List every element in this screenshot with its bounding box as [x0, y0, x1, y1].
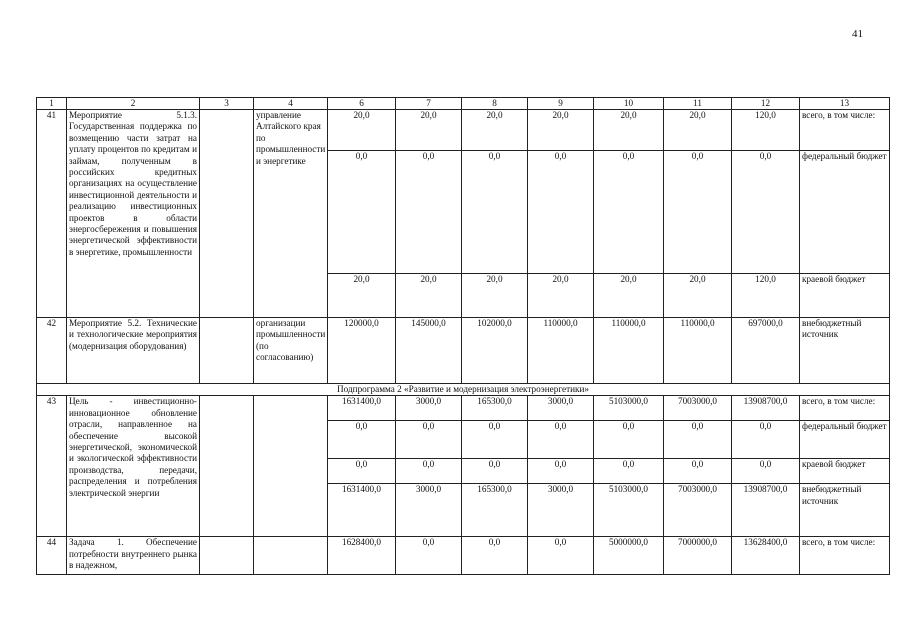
funding-source: внебюджетный источник: [800, 318, 890, 384]
value-cell: 20,0: [328, 274, 396, 318]
value-cell: 0,0: [732, 151, 800, 274]
value-cell: 7000000,0: [664, 537, 732, 575]
executor: организации промышленности (по согласованию): [254, 318, 328, 384]
column-header: 3: [200, 98, 254, 110]
column-header: 4: [254, 98, 328, 110]
value-cell: 120000,0: [328, 318, 396, 384]
value-cell: 0,0: [396, 421, 462, 459]
value-cell: 0,0: [594, 459, 664, 484]
executor: управление Алтайского края по промышленности и энергетике: [254, 110, 328, 318]
value-cell: 0,0: [664, 151, 732, 274]
value-cell: 1631400,0: [328, 484, 396, 537]
column-header: 12: [732, 98, 800, 110]
row-number: 43: [37, 396, 67, 537]
value-cell: 0,0: [396, 459, 462, 484]
column-header: 1: [37, 98, 67, 110]
value-cell: 165300,0: [462, 484, 528, 537]
value-cell: 13908700,0: [732, 484, 800, 537]
value-cell: 7003000,0: [664, 396, 732, 421]
program-table: [36, 97, 890, 575]
value-cell: 3000,0: [528, 484, 594, 537]
funding-source: федеральный бюджет: [800, 421, 890, 459]
value-cell: 5103000,0: [594, 484, 664, 537]
value-cell: 0,0: [396, 537, 462, 575]
value-cell: 5103000,0: [594, 396, 664, 421]
measure-description: Мероприятие 5.1.3. Государственная поддержка по возмещению части затрат на уплату процентов по кредитам и займам, полученным в российских кредитных организациях на осуществление инвестиционной деятельности и реализацию инвестиционных проектов в области энергосбережения и повышения энергетической эффективности в энергетике, промышленности: [67, 110, 200, 318]
column-header: 9: [528, 98, 594, 110]
funding-source: всего, в том числе:: [800, 110, 890, 151]
value-cell: 0,0: [594, 421, 664, 459]
value-cell: 20,0: [594, 110, 664, 151]
value-cell: 20,0: [462, 110, 528, 151]
value-cell: 20,0: [664, 110, 732, 151]
column-header: 8: [462, 98, 528, 110]
value-cell: 0,0: [462, 151, 528, 274]
value-cell: 0,0: [664, 459, 732, 484]
value-cell: 3000,0: [396, 396, 462, 421]
funding-source: всего, в том числе:: [800, 537, 890, 575]
column-header: 7: [396, 98, 462, 110]
empty-cell: [200, 396, 254, 537]
value-cell: 20,0: [462, 274, 528, 318]
row-number: 44: [37, 537, 67, 575]
column-header-row: [37, 98, 890, 110]
value-cell: 1628400,0: [328, 537, 396, 575]
column-header: 13: [800, 98, 890, 110]
funding-source: краевой бюджет: [800, 459, 890, 484]
value-cell: 13628400,0: [732, 537, 800, 575]
funding-source: всего, в том числе:: [800, 396, 890, 421]
value-cell: 0,0: [462, 459, 528, 484]
value-cell: 0,0: [594, 151, 664, 274]
funding-source: краевой бюджет: [800, 274, 890, 318]
column-header: 11: [664, 98, 732, 110]
measure-description: Задача 1. Обеспечение потребности внутреннего рынка в надежном,: [67, 537, 200, 575]
table-row: [37, 318, 890, 384]
column-header: 10: [594, 98, 664, 110]
value-cell: 0,0: [528, 459, 594, 484]
value-cell: 20,0: [328, 110, 396, 151]
value-cell: 0,0: [664, 421, 732, 459]
value-cell: 0,0: [528, 421, 594, 459]
value-cell: 165300,0: [462, 396, 528, 421]
column-header: 6: [328, 98, 396, 110]
value-cell: 145000,0: [396, 318, 462, 384]
value-cell: 0,0: [528, 537, 594, 575]
column-header: 2: [67, 98, 200, 110]
value-cell: 1631400,0: [328, 396, 396, 421]
value-cell: 0,0: [462, 421, 528, 459]
value-cell: 13908700,0: [732, 396, 800, 421]
table-row: [37, 396, 890, 421]
value-cell: 7003000,0: [664, 484, 732, 537]
value-cell: 102000,0: [462, 318, 528, 384]
subprogram-row: [37, 384, 890, 396]
empty-cell: [200, 318, 254, 384]
value-cell: 697000,0: [732, 318, 800, 384]
table-row: [37, 537, 890, 575]
value-cell: 20,0: [396, 110, 462, 151]
value-cell: 0,0: [328, 459, 396, 484]
funding-source: внебюджетный источник: [800, 484, 890, 537]
subprogram-title: Подпрограмма 2 «Развитие и модернизация электроэнергетики»: [37, 384, 890, 396]
measure-description: Цель - инвестиционно-инновационное обновление отрасли, направленное на обеспечение высокой энергетической, экономической и экологической эффективности производства, передачи, распределения и потребления электрической энергии: [67, 396, 200, 537]
row-number: 41: [37, 110, 67, 318]
value-cell: 120,0: [732, 274, 800, 318]
measure-description: Мероприятие 5.2. Технические и технологические мероприятия (модернизация оборудования): [67, 318, 200, 384]
value-cell: 5000000,0: [594, 537, 664, 575]
value-cell: 0,0: [732, 421, 800, 459]
value-cell: 3000,0: [528, 396, 594, 421]
value-cell: 0,0: [462, 537, 528, 575]
empty-cell: [254, 396, 328, 537]
value-cell: 20,0: [396, 274, 462, 318]
value-cell: 0,0: [396, 151, 462, 274]
value-cell: 110000,0: [664, 318, 732, 384]
value-cell: 3000,0: [396, 484, 462, 537]
value-cell: 120,0: [732, 110, 800, 151]
value-cell: 0,0: [328, 421, 396, 459]
value-cell: 0,0: [528, 151, 594, 274]
empty-cell: [200, 110, 254, 318]
value-cell: 20,0: [528, 274, 594, 318]
value-cell: 0,0: [328, 151, 396, 274]
empty-cell: [200, 537, 254, 575]
value-cell: 110000,0: [594, 318, 664, 384]
value-cell: 110000,0: [528, 318, 594, 384]
page-number: 41: [852, 28, 863, 40]
value-cell: 20,0: [594, 274, 664, 318]
funding-source: федеральный бюджет: [800, 151, 890, 274]
row-number: 42: [37, 318, 67, 384]
value-cell: 20,0: [528, 110, 594, 151]
empty-cell: [254, 537, 328, 575]
table-row: [37, 110, 890, 151]
value-cell: 20,0: [664, 274, 732, 318]
value-cell: 0,0: [732, 459, 800, 484]
